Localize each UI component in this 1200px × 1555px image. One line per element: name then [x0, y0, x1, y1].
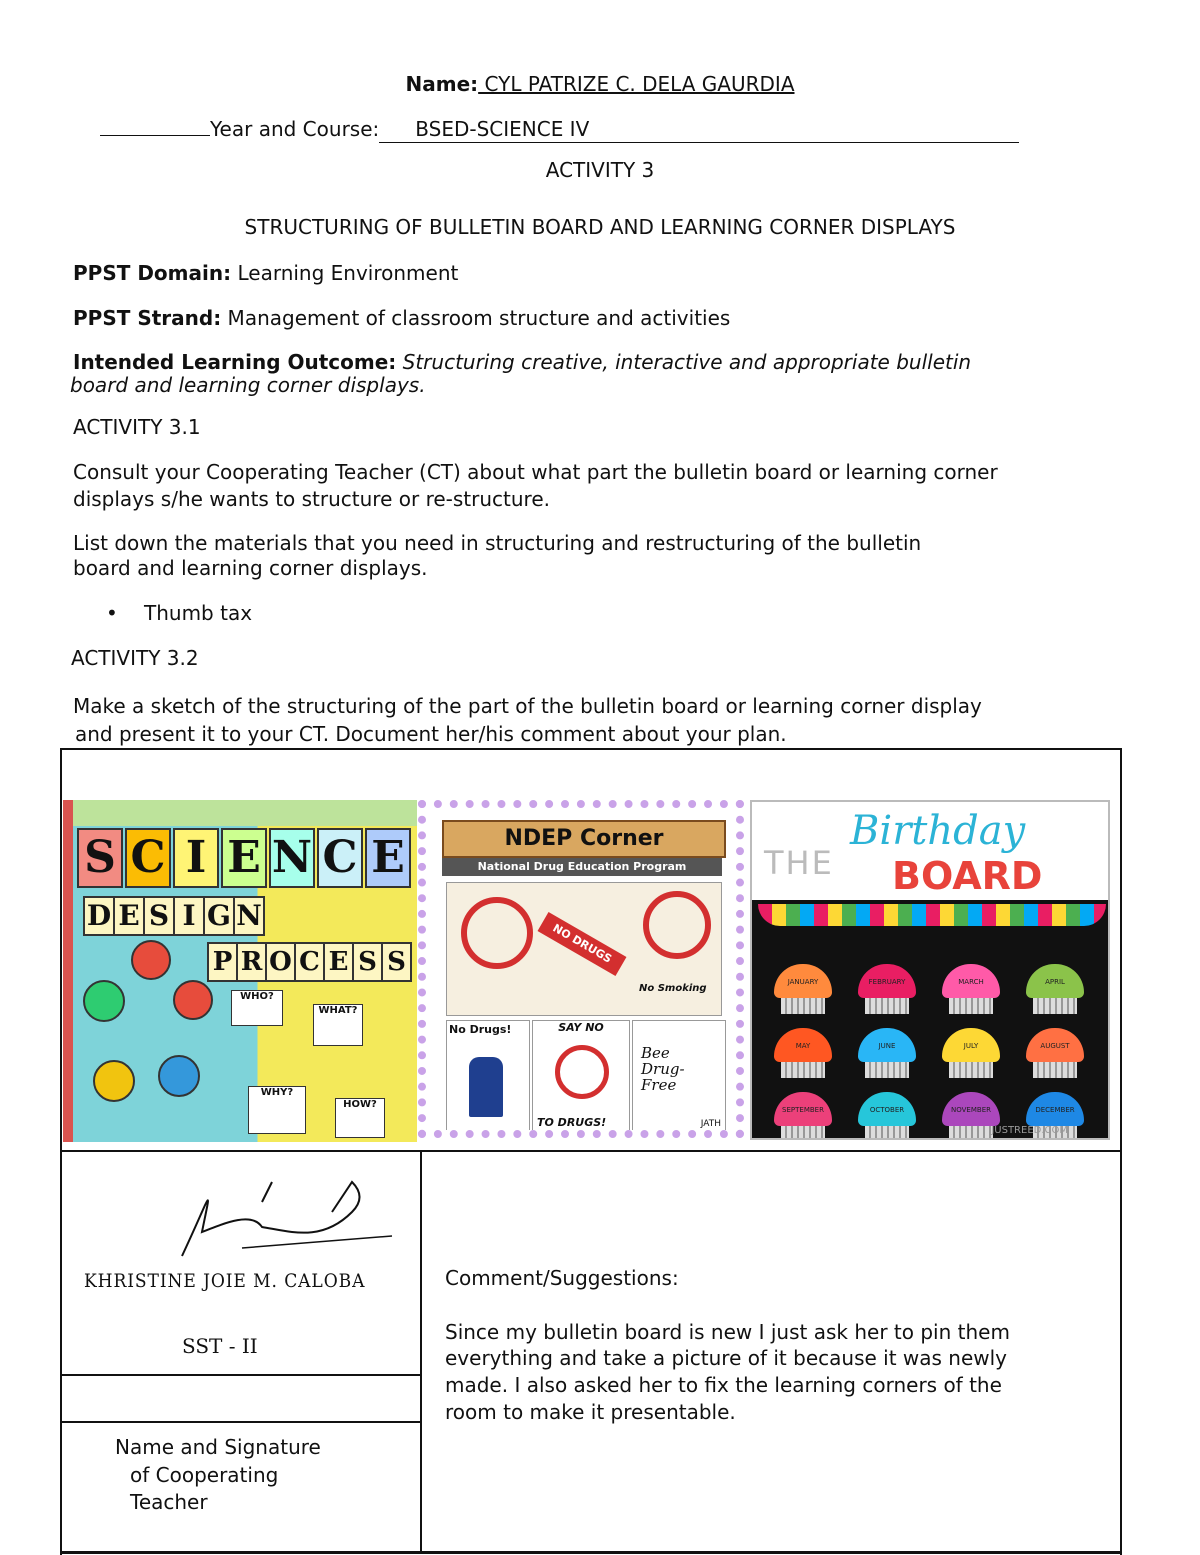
process-circle-3 — [173, 980, 213, 1020]
cupcake-garland — [758, 904, 1106, 926]
ndep-main-panel — [446, 882, 722, 1016]
birthday-header — [752, 802, 1110, 900]
comments-label: Comment/Suggestions: — [445, 1266, 679, 1290]
cupcake-base — [949, 1062, 993, 1078]
no-smoking-text: No Smoking — [639, 983, 707, 994]
cupcake-base — [1033, 998, 1077, 1014]
how-card: HOW? — [335, 1098, 385, 1138]
design-letter-tile: N — [233, 896, 265, 936]
science-letter-tile: C — [125, 828, 171, 888]
birthday-watermark: JUSTREED.COM — [991, 1125, 1068, 1136]
document-title: STRUCTURING OF BULLETIN BOARD AND LEARNING CORNER DISPLAYS — [244, 215, 956, 239]
process-circle-4 — [93, 1060, 135, 1102]
cupcake-month-label: FEBRUARY — [868, 978, 906, 986]
cupcake-month-label: SEPTEMBER — [782, 1106, 824, 1114]
cupcake-month-label: MAY — [795, 1042, 811, 1050]
comment-line2: everything and take a picture of it because it was newly — [445, 1346, 1008, 1370]
cupcake-base — [865, 1062, 909, 1078]
ppst-strand — [73, 306, 730, 331]
cupcake-month-label: MARCH — [958, 978, 984, 986]
science-letter-tile: E — [221, 828, 267, 888]
science-letter-tile: N — [269, 828, 315, 888]
to-drugs-text: TO DRUGS! — [537, 1116, 607, 1129]
process-letter-tile: R — [236, 942, 267, 982]
no-drugs-band: NO DRUGS — [538, 912, 627, 976]
name-label: Name: — [405, 72, 479, 96]
ndep-subtitle: National Drug Education Program — [442, 858, 722, 876]
bee-drug-free-text: Bee Drug-Free — [641, 1044, 685, 1094]
cupcake-month-label: JULY — [963, 1042, 979, 1050]
year-course-line — [100, 115, 1020, 143]
science-letter-tile: S — [77, 828, 123, 888]
cupcake-base — [1033, 1062, 1077, 1078]
activity-31-para1-line1: Consult your Cooperating Teacher (CT) about what part the bulletin board or learning corner — [73, 460, 998, 484]
activity-31-heading: ACTIVITY 3.1 — [73, 415, 201, 439]
no-sign-right-icon — [643, 891, 711, 959]
comment-line4: room to make it presentable. — [445, 1400, 736, 1424]
year-label: Year and Course: — [210, 117, 380, 141]
process-letter-tile: S — [352, 942, 383, 982]
activity-32-heading: ACTIVITY 3.2 — [71, 646, 199, 670]
ndep-corner-image — [418, 800, 744, 1138]
cupcake-month-label: DECEMBER — [1035, 1106, 1075, 1114]
process-letter-tile: O — [265, 942, 296, 982]
ilo-line-2 — [70, 373, 426, 398]
birthday-the-text: THE — [764, 844, 834, 882]
signature-row-divider-2 — [60, 1421, 421, 1423]
cupcake-month-label: NOVEMBER — [951, 1106, 991, 1114]
what-card: WHAT? — [313, 1004, 363, 1046]
design-letter-tile: E — [113, 896, 145, 936]
ppst-strand-value: Management of classroom structure and activities — [221, 306, 731, 330]
ilo-value-2: board and learning corner displays. — [70, 373, 426, 397]
science-letter-tile: E — [365, 828, 411, 888]
no-drugs-panel — [446, 1020, 530, 1132]
sig-label-line1: Name and Signature — [115, 1435, 321, 1459]
birthday-word: Birthday — [850, 808, 1026, 854]
blank-line-left — [100, 115, 210, 136]
jath-text: JATH — [700, 1119, 721, 1129]
cupcake-month-label: AUGUST — [1040, 1042, 1070, 1050]
activity-31-para1-line2: displays s/he wants to structure or re-structure. — [73, 487, 550, 511]
cupcake-base — [949, 1126, 993, 1140]
ndep-title: NDEP Corner — [442, 820, 726, 858]
cupcake-month-label: OCTOBER — [869, 1106, 905, 1114]
no-drugs-text: No Drugs! — [449, 1023, 512, 1036]
say-no-text: SAY NO — [558, 1021, 604, 1034]
signature-row-divider-1 — [60, 1374, 421, 1376]
ppst-domain-value: Learning Environment — [231, 261, 459, 285]
cupcake-base — [949, 998, 993, 1014]
process-letter-tile: S — [381, 942, 412, 982]
process-circle-2 — [83, 980, 125, 1022]
ilo-value-1: Structuring creative, interactive and appropriate bulletin — [396, 350, 972, 374]
process-circle-5 — [158, 1055, 200, 1097]
cupcake-base — [865, 998, 909, 1014]
bee-panel — [632, 1020, 726, 1132]
police-figure-icon — [469, 1057, 503, 1117]
cupcake-base — [781, 1126, 825, 1140]
science-letter-tile: C — [317, 828, 363, 888]
signature-image — [62, 1152, 419, 1373]
process-circle-1 — [131, 940, 171, 980]
year-value: BSED-SCIENCE IV — [415, 117, 590, 141]
design-letter-tile: I — [173, 896, 205, 936]
comment-line3: made. I also asked her to fix the learning corners of the — [445, 1373, 1002, 1397]
science-left-border — [63, 800, 73, 1142]
process-letter-tile: P — [207, 942, 238, 982]
signature-written-position: SST - II — [182, 1334, 258, 1358]
why-card: WHY? — [248, 1086, 306, 1134]
material-item: Thumb tax — [144, 601, 253, 625]
cupcake-month-label: JANUARY — [787, 978, 819, 986]
process-letter-tile: E — [323, 942, 354, 982]
science-top-border — [63, 800, 417, 826]
board-word: BOARD — [892, 854, 1043, 898]
signature-written-name: KHRISTINE JOIE M. CALOBA — [84, 1270, 366, 1292]
cupcake-base — [865, 1126, 909, 1140]
activity-32-para-line1: Make a sketch of the structuring of the part of the bulletin board or learning corner display — [73, 694, 982, 718]
ppst-strand-label: PPST Strand: — [73, 306, 222, 330]
activity-32-para-line2: and present it to your CT. Document her/his comment about your plan. — [75, 722, 787, 746]
ppst-domain — [73, 261, 458, 286]
no-sign-left-icon — [461, 897, 533, 969]
say-no-sign-icon — [555, 1045, 609, 1099]
activity-heading: ACTIVITY 3 — [545, 158, 655, 182]
activity-31-para2-line1: List down the materials that you need in structuring and restructuring of the bulletin — [73, 531, 922, 555]
design-letter-tile: S — [143, 896, 175, 936]
science-letter-tile: I — [173, 828, 219, 888]
cupcake-month-label: APRIL — [1045, 978, 1065, 986]
process-letter-tile: C — [294, 942, 325, 982]
cupcake-month-label: JUNE — [878, 1042, 896, 1050]
table-column-divider — [420, 1151, 422, 1552]
comment-line1: Since my bulletin board is new I just ask her to pin them — [445, 1320, 1010, 1344]
design-letter-tile: G — [203, 896, 235, 936]
who-card: WHO? — [231, 990, 283, 1026]
name-value: CYL PATRIZE C. DELA GAURDIA — [478, 72, 795, 96]
activity-31-para2-line2: board and learning corner displays. — [73, 556, 428, 580]
sig-label-line3: Teacher — [130, 1490, 208, 1514]
sig-label-line2: of Cooperating — [130, 1463, 279, 1487]
cupcake-base — [781, 1062, 825, 1078]
intended-learning-outcome — [73, 350, 1133, 375]
science-board-image — [63, 800, 417, 1142]
birthday-board-image — [750, 800, 1110, 1140]
cupcake-base — [781, 998, 825, 1014]
design-letter-tile: D — [83, 896, 115, 936]
ppst-domain-label: PPST Domain: — [73, 261, 232, 285]
bullet-marker: • — [106, 601, 118, 625]
name-line — [0, 72, 1200, 97]
say-no-panel — [532, 1020, 630, 1132]
ilo-label: Intended Learning Outcome: — [73, 350, 397, 374]
